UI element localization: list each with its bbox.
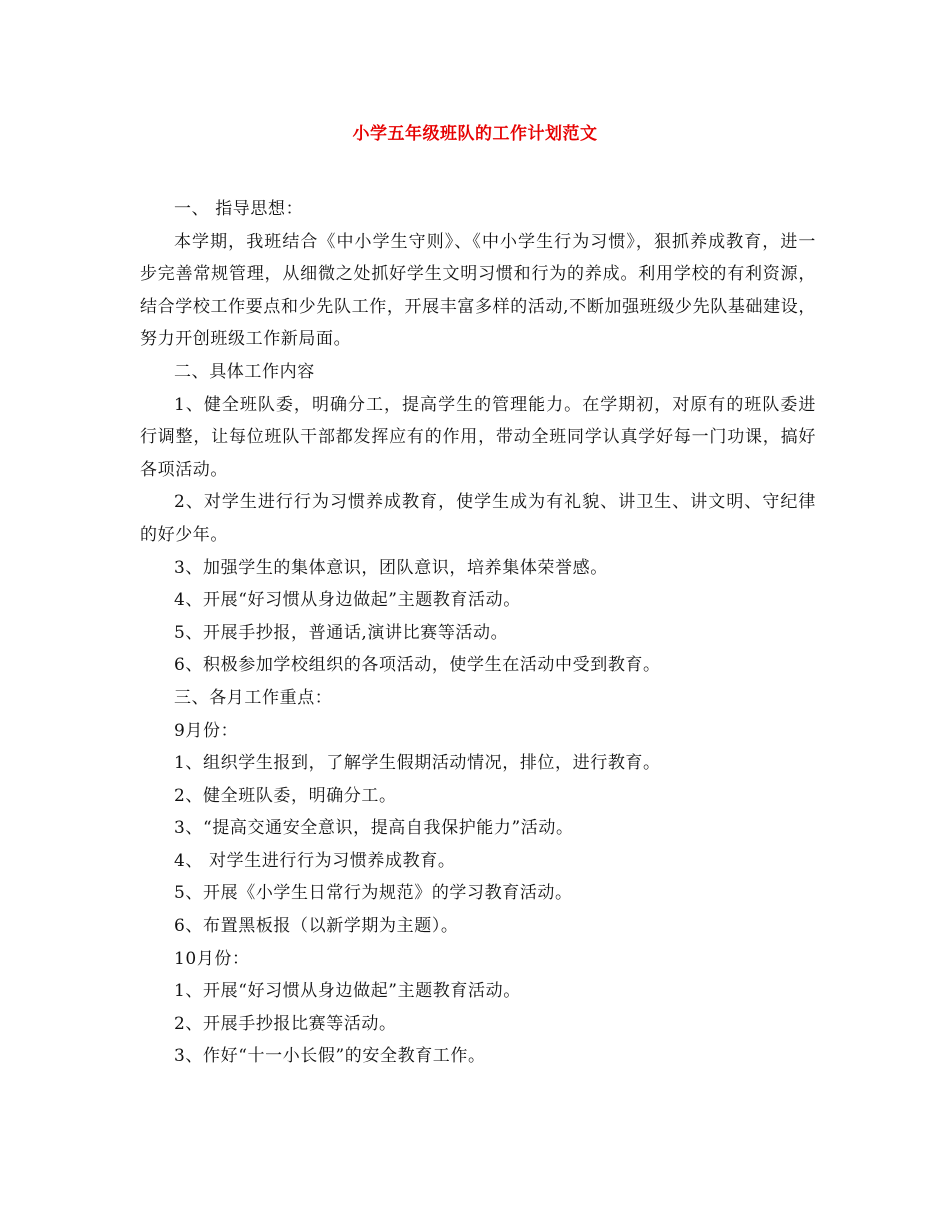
- month-heading-september: 9月份：: [174, 720, 239, 741]
- list-item-september: 5、开展《小学生日常行为规范》的学习教育活动。: [174, 883, 573, 904]
- list-item-september: 1、组织学生报到，了解学生假期活动情况，排位，进行教育。: [174, 753, 661, 774]
- list-item-work-content: 5、开展手抄报，普通话,演讲比赛等活动。: [174, 622, 509, 643]
- list-item-october: 1、开展“好习惯从身边做起”主题教育活动。: [174, 981, 521, 1002]
- list-item-work-content: 1、健全班队委，明确分工，提高学生的管理能力。在学期初，对原有的班队委进行调整，让每位班队干部都发挥应有的作用，带动全班同学认真学好每一门功课，搞好各项活动。: [140, 394, 816, 480]
- list-item-work-content: 2、对学生进行行为习惯养成教育，使学生成为有礼貌、讲卫生、讲文明、守纪律的好少年。: [140, 492, 816, 545]
- list-item-september: 4、 对学生进行行为习惯养成教育。: [174, 850, 456, 871]
- paragraph-guiding-ideology: 本学期，我班结合《中小学生守则》、《中小学生行为习惯》，狠抓养成教育，进一步完善常规管理，从细微之处抓好学生文明习惯和行为的养成。利用学校的有利资源，结合学校工作要点和少先队工作，开展丰富多样的活动,不断加强班级少先队基础建设，努力开创班级工作新局面。: [140, 231, 816, 350]
- list-item-work-content: 3、加强学生的集体意识，团队意识，培养集体荣誉感。: [174, 557, 608, 578]
- section-heading-monthly-focus: 三、各月工作重点：: [174, 687, 333, 708]
- list-item-work-content: 6、积极参加学校组织的各项活动，使学生在活动中受到教育。: [174, 655, 661, 676]
- list-item-september: 6、布置黑板报（以新学期为主题）。: [174, 916, 459, 937]
- document-title: 小学五年级班队的工作计划范文: [352, 124, 598, 144]
- section-heading-guiding-ideology: 一、 指导思想：: [174, 199, 304, 219]
- list-item-september: 2、健全班队委，明确分工。: [174, 785, 397, 806]
- list-item-october: 2、开展手抄报比赛等活动。: [174, 1013, 397, 1034]
- month-heading-october: 10月份：: [174, 948, 250, 969]
- list-item-work-content: 4、开展“好习惯从身边做起”主题教育活动。: [174, 590, 521, 611]
- document-body: [140, 193, 816, 1073]
- list-item-september: 3、“提高交通安全意识，提高自我保护能力”活动。: [174, 818, 574, 839]
- list-item-october: 3、作好“十一小长假”的安全教育工作。: [174, 1046, 486, 1067]
- section-heading-work-content: 二、具体工作内容: [174, 361, 315, 382]
